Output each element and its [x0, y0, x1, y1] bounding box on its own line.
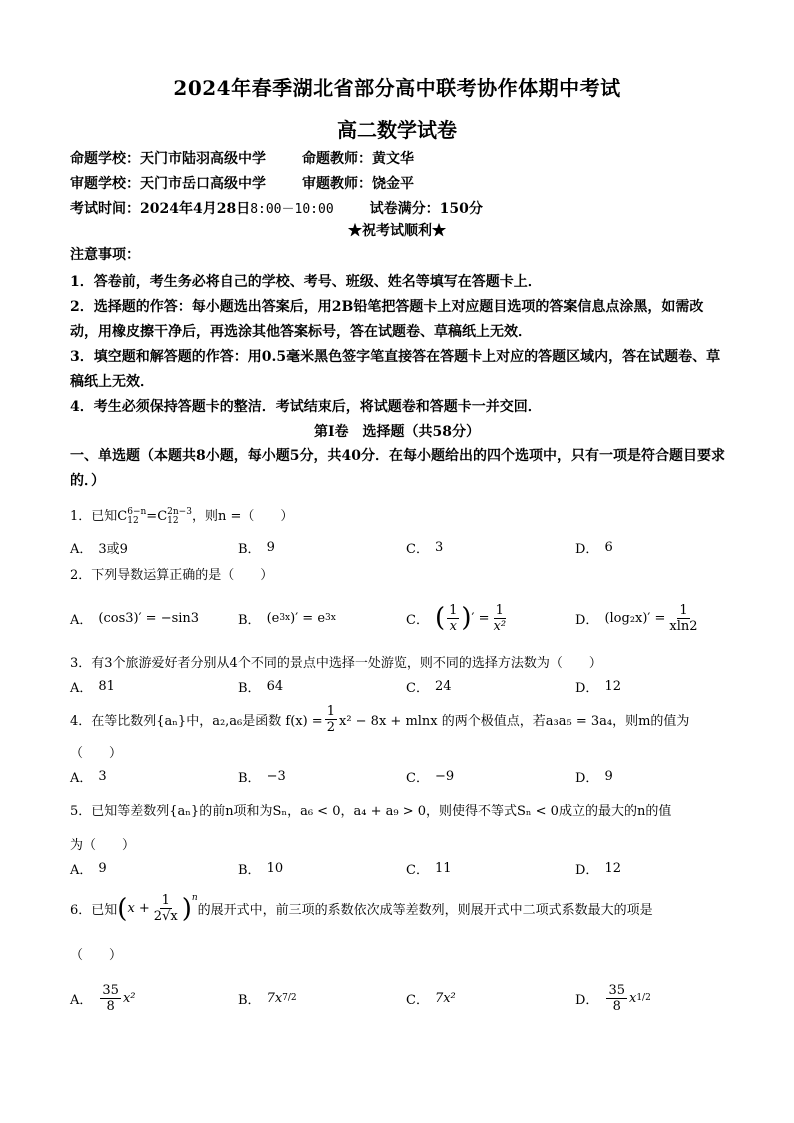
option-d: D． 6 — [575, 539, 613, 557]
question-1-stem: 1．已知C 6−n 12 =C 2n−3 12 ，则n =（ ） — [70, 506, 294, 526]
question-4-options — [70, 756, 730, 796]
question-2-options — [70, 598, 730, 638]
notice-item: 4．考生必须保持答题卡的整洁．考试结束后，将试题卷和答题卡一并交回． — [70, 399, 542, 415]
notice-item: 3．填空题和解答题的作答：用0.5毫米黑色签字笔直接答在答题卡上对应的答题区域内，答在试题卷、草稿纸上无效． — [70, 349, 721, 390]
exam-time: 8:00－10:00 — [250, 202, 334, 217]
option-c: C． 11 — [406, 860, 452, 878]
exam-date: 考试时间：2024年4月28日 — [70, 201, 251, 217]
question-4-stem: 4．在等比数列{aₙ}中，a₂,a₆是函数 f(x) = $\frac{1}{2}$ x² − 8x + mlnx 的两个极值点，若a₃a₅ = 3a₄，则m的值为 — [70, 704, 690, 735]
option-a: A． 9 — [70, 860, 107, 878]
option-c: C． 24 — [406, 678, 452, 696]
option-c: C． −9 — [406, 768, 455, 786]
question-6-paren: （ ） — [70, 948, 123, 963]
option-d: D． 12 — [575, 860, 621, 878]
section-title: 第Ⅰ卷 选择题（共58分） — [313, 424, 481, 440]
option-a: A． $\frac{35}{8}$ x² — [70, 982, 136, 1014]
info-line-2 — [70, 173, 414, 193]
option-b: B． (e 3x )′ = e 3x — [238, 610, 336, 628]
question-4-paren: （ ） — [70, 746, 123, 761]
option-b: B． 9 — [238, 539, 275, 557]
question-1-options — [70, 527, 730, 567]
option-a: A． (cos3)′ = −sin3 — [70, 610, 200, 628]
question-3-options — [70, 666, 730, 706]
option-a: A． 3或9 — [70, 541, 128, 557]
notice-heading: 注意事项： — [70, 247, 140, 263]
question-2-stem: 2．下列导数运算正确的是（ ） — [70, 568, 274, 583]
notice-item: 1．答卷前，考生务必将自己的学校、考号、班级、姓名等填写在答题卡上． — [70, 274, 542, 290]
option-b: B． −3 — [238, 768, 286, 786]
option-c: C． 7x² — [406, 990, 456, 1008]
exam-subtitle: 高二数学试卷 — [337, 118, 457, 142]
proposer-school: 命题学校：天门市陆羽高级中学 — [70, 151, 266, 167]
good-luck-banner: ★祝考试顺利★ — [348, 223, 446, 239]
proposer-teacher: 命题教师：黄文华 — [302, 151, 414, 167]
option-d: D． (log₂x)′ = $\frac{1}{xln2}$ — [575, 602, 698, 634]
reviewer-school: 审题学校：天门市岳口高级中学 — [70, 176, 266, 192]
question-5-options — [70, 848, 730, 888]
reviewer-teacher: 审题教师：饶金平 — [302, 176, 414, 192]
option-a: A． 81 — [70, 678, 115, 696]
option-d: D． 9 — [575, 768, 613, 786]
question-6-stem: 6．已知 ( x + $\frac{1}{2√x}$ ) $^n$ 的展开式中，前三项的系数依次成等差数列，则展开式中二项式系数最大的项是 — [70, 893, 653, 924]
option-b: B． 7x 7/2 — [238, 990, 297, 1008]
question-6-options — [70, 978, 730, 1018]
exam-title: 2024年春季湖北省部分高中联考协作体期中考试 — [173, 76, 621, 100]
part-instructions: 一、单选题（本题共8小题，每小题5分，共40分．在每小题给出的四个选项中，只有一项是符合题目要求的．） — [70, 448, 725, 489]
option-b: B． 64 — [238, 678, 284, 696]
notice-item: 2．选择题的作答：每小题选出答案后，用2B铅笔把答题卡上对应题目选项的答案信息点涂黑，如需改动，用橡皮擦干净后，再选涂其他答案标号，答在试题卷、草稿纸上无效． — [70, 299, 704, 340]
question-5-stem: 5．已知等差数列{aₙ}的前n项和为Sₙ，a₆ < 0，a₄ + a₉ > 0，则使得不等式Sₙ < 0成立的最大的n的值 — [70, 804, 672, 819]
question-5-paren: 为（ ） — [70, 838, 136, 853]
option-d: D． 12 — [575, 678, 621, 696]
option-c: C． 3 — [406, 539, 444, 557]
info-line-3 — [70, 198, 483, 218]
option-b: B． 10 — [238, 860, 284, 878]
option-c: C． ( $\frac{1}{x}$ ) ′ = $\frac{1}{\text{x²}}$ — [406, 602, 507, 634]
question-3-stem: 3．有3个旅游爱好者分别从4个不同的景点中选择一处游览，则不同的选择方法数为（ ） — [70, 656, 602, 671]
option-d: D． $\frac{35}{8}$ x 1/2 — [575, 982, 651, 1014]
option-a: A． 3 — [70, 768, 107, 786]
full-score: 试卷满分：150分 — [369, 201, 483, 217]
info-line-1 — [70, 148, 414, 168]
